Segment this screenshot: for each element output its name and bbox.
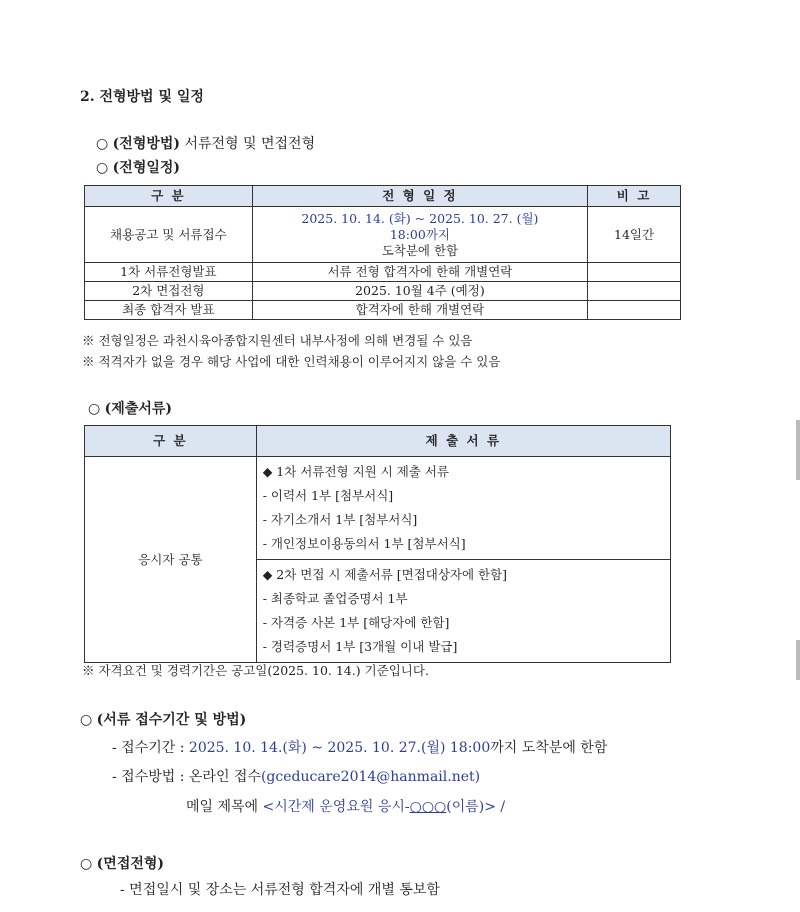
documents-bullet [88, 398, 172, 418]
documents-note: ※ 자격요건 및 경력기간은 공고일(2025. 10. 14.) 기준입니다. [82, 663, 429, 678]
schedule-cell-note [588, 301, 681, 320]
documents-header-list: 제 출 서 류 [256, 426, 670, 457]
documents-group-first-round [256, 457, 670, 560]
schedule-cell-schedule [252, 207, 587, 263]
subject-tail: (이름)> / [446, 799, 506, 815]
page-edge-mark [796, 420, 800, 480]
documents-header-row [85, 426, 671, 457]
schedule-bullet [96, 157, 180, 177]
application-label: (서류 접수기간 및 방법) [96, 712, 247, 728]
page-edge-mark [796, 640, 800, 680]
schedule-note: ※ 적격자가 없을 경우 해당 사업에 대한 인력채용이 이루어지지 않을 수 있음 [82, 354, 501, 369]
table-row [85, 301, 681, 320]
mail-subject-line [186, 796, 505, 816]
schedule-cell-note: 14일간 [588, 207, 681, 263]
section-title: 2. 전형방법 및 일정 [80, 89, 204, 105]
schedule-cell-category: 1차 서류전형발표 [85, 263, 253, 282]
schedule-deadline-time: 18:00까지 [389, 226, 450, 242]
list-item: - 경력증명서 1부 [3개월 이내 발급] [262, 639, 458, 654]
subject-placeholder: ○○○ [409, 799, 447, 815]
schedule-cell-category: 최종 합격자 발표 [85, 301, 253, 320]
application-marker: ○ [80, 712, 93, 728]
schedule-date-range: 2025. 10. 14. (화) ~ 2025. 10. 27. (월) [301, 210, 539, 226]
documents-cell-category: 응시자 공통 [85, 457, 257, 663]
schedule-header-schedule: 전 형 일 정 [252, 186, 587, 207]
schedule-header-row [85, 186, 681, 207]
table-row [85, 263, 681, 282]
method-marker: ○ [96, 136, 109, 152]
subject-value: <시간제 운영요원 응시- [262, 799, 410, 815]
schedule-note: ※ 전형일정은 과천시육아종합지원센터 내부사정에 의해 변경될 수 있음 [82, 333, 473, 348]
method-text: 서류전형 및 면접전형 [180, 136, 316, 152]
list-item: ◆ 2차 면접 시 제출서류 [면접대상자에 한함] [262, 567, 508, 582]
documents-header-category: 구 분 [85, 426, 257, 457]
schedule-cell-schedule: 2025. 10월 4주 (예정) [252, 282, 587, 301]
schedule-header-note: 비 고 [588, 186, 681, 207]
method-label: - 접수방법 : 온라인 접수 [112, 769, 261, 785]
list-item: - 자격증 사본 1부 [해당자에 한함] [262, 615, 450, 630]
documents-label: (제출서류) [104, 401, 173, 417]
list-item: - 이력서 1부 [첨부서식] [262, 488, 394, 503]
schedule-arrival-note: 도착분에 한함 [381, 242, 459, 258]
application-method [112, 766, 480, 786]
documents-group-second-round [256, 560, 670, 663]
subject-label: 메일 제목에 [186, 799, 263, 815]
schedule-cell-note [588, 263, 681, 282]
method-bullet [96, 133, 315, 153]
application-period [112, 737, 607, 757]
schedule-cell-category: 채용공고 및 서류접수 [85, 207, 253, 263]
table-row [85, 457, 671, 560]
interview-marker: ○ [80, 856, 93, 872]
schedule-table [84, 185, 681, 320]
list-item: - 개인정보이용동의서 1부 [첨부서식] [262, 536, 466, 551]
period-label: - 접수기간 : [112, 740, 189, 756]
period-value: 2025. 10. 14.(화) ~ 2025. 10. 27.(월) 18:00 [188, 740, 491, 756]
schedule-cell-category: 2차 면접전형 [85, 282, 253, 301]
table-row [85, 207, 681, 263]
interview-label: (면접전형) [96, 856, 165, 872]
schedule-cell-schedule: 합격자에 한해 개별연락 [252, 301, 587, 320]
method-label: (전형방법) [112, 136, 181, 152]
documents-marker: ○ [88, 401, 101, 417]
interview-text: - 면접일시 및 장소는 서류전형 합격자에 개별 통보함 [120, 882, 440, 898]
period-suffix: 까지 도착분에 한함 [490, 740, 608, 756]
table-row [85, 282, 681, 301]
list-item: - 자기소개서 1부 [첨부서식] [262, 512, 418, 527]
schedule-cell-note [588, 282, 681, 301]
documents-table [84, 425, 671, 663]
schedule-cell-schedule: 서류 전형 합격자에 한해 개별연락 [252, 263, 587, 282]
list-item: - 최종학교 졸업증명서 1부 [262, 591, 408, 606]
application-bullet [80, 709, 246, 729]
list-item: ◆ 1차 서류전형 지원 시 제출 서류 [262, 464, 450, 479]
schedule-label: (전형일정) [112, 160, 181, 176]
schedule-header-category: 구 분 [85, 186, 253, 207]
interview-bullet [80, 853, 164, 873]
schedule-marker: ○ [96, 160, 109, 176]
email-address-link[interactable]: (gceducare2014@hanmail.net) [260, 769, 481, 785]
